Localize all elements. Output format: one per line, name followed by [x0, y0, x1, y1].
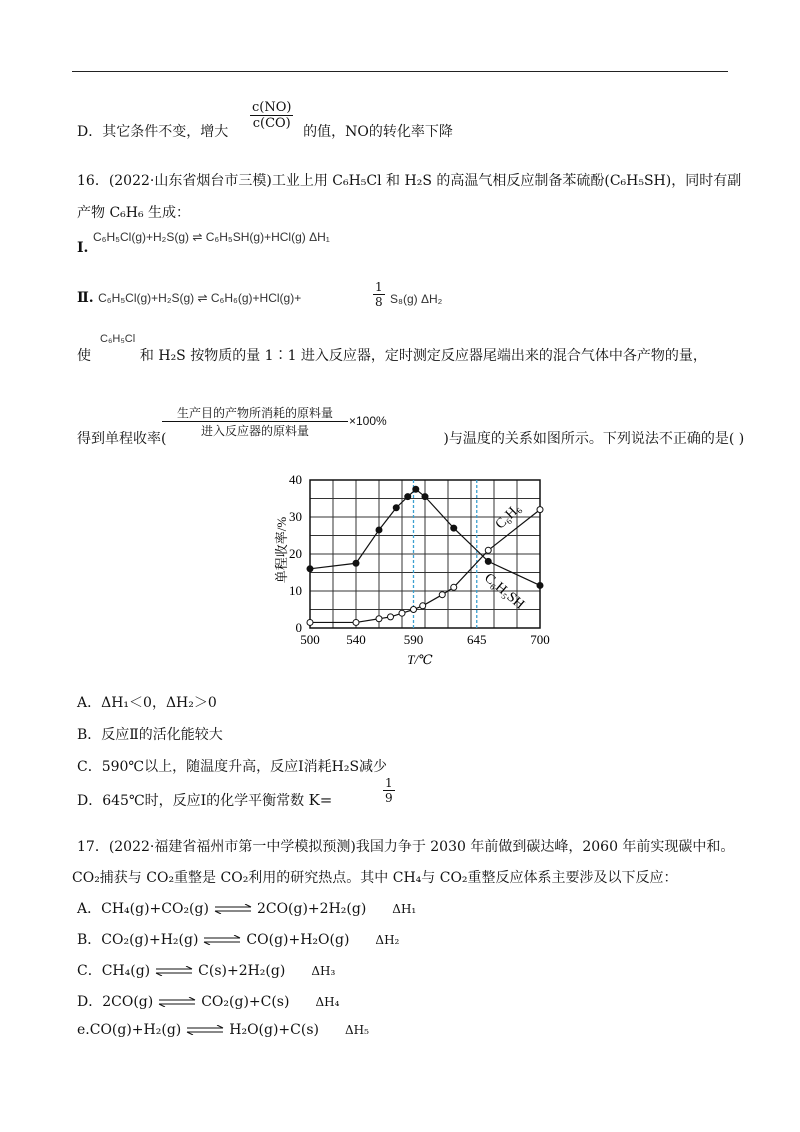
reaction-right: CO₂(g)+C(s) [201, 994, 290, 1010]
x-tick-label: 645 [467, 632, 487, 647]
series-label-c6h6: C₆H₆ [492, 501, 525, 533]
y-tick-label: 40 [289, 472, 302, 487]
q17-reaction [77, 929, 399, 949]
enthalpy-label: ΔH₂ [375, 933, 400, 947]
x-tick-label: 500 [300, 632, 320, 647]
reaction-left: C．CH₄(g) [77, 963, 151, 979]
reaction-2-left: C₆H₅Cl(g)+H₂S(g) ⇌ C₆H₆(g)+HCl(g)+ [98, 291, 302, 305]
q16-stem-line2: 产物 C₆H₆ 生成： [77, 205, 191, 221]
fraction-numerator: 生产目的产物所消耗的原料量 [162, 404, 348, 422]
yield-multiplier: ×100% [349, 414, 387, 428]
equilibrium-arrow-icon [185, 1025, 225, 1035]
fraction-denominator: 9 [385, 791, 393, 805]
series-label-c6h5sh: C₆H₅SH [481, 570, 527, 613]
q17-reaction [77, 960, 335, 980]
data-point-filled [353, 560, 359, 566]
data-point-open [451, 584, 457, 590]
top-rule [72, 71, 728, 72]
x-tick-label: 590 [403, 632, 424, 647]
data-point-open [307, 619, 313, 625]
data-point-filled [485, 558, 491, 564]
data-point-open [411, 607, 417, 613]
equilibrium-arrow-icon [154, 966, 194, 976]
data-point-filled [537, 582, 543, 588]
reaction-1-label: Ⅰ. [77, 240, 89, 256]
reaction-1-equation: C₆H₅Cl(g)+H₂S(g) ⇌ C₆H₅SH(g)+HCl(g) ΔH₁ [93, 230, 330, 244]
fraction-denominator: 8 [375, 295, 383, 309]
option-d-prefix: D．645℃时，反应Ⅰ的化学平衡常数 [77, 793, 305, 809]
enthalpy-label: ΔH₄ [315, 995, 340, 1009]
data-point-filled [422, 494, 428, 500]
q16-option-b: B．反应Ⅱ的活化能较大 [77, 727, 223, 743]
fraction-numerator: 1 [385, 776, 393, 790]
reaction-2-fraction [373, 280, 385, 309]
x-axis-label: T/℃ [407, 652, 433, 667]
q17-reaction [77, 991, 339, 1011]
data-point-filled [307, 566, 313, 572]
reaction-right: H₂O(g)+C(s) [229, 1022, 319, 1038]
q17-reaction [77, 898, 416, 918]
q16-reaction-2 [77, 290, 301, 306]
equilibrium-arrow-icon [202, 935, 242, 945]
yield-fraction [162, 404, 348, 439]
yield-suffix: )与温度的关系如图所示。下列说法不正确的是( ) [443, 431, 745, 447]
q17-reaction [77, 1022, 369, 1038]
option-d-k: K= [308, 791, 333, 809]
q15-option-d-suffix: 的值，NO的转化率下降 [303, 124, 453, 140]
fraction-denominator: 进入反应器的原料量 [200, 424, 309, 438]
y-tick-label: 30 [289, 509, 302, 524]
yield-vs-temperature-chart [270, 462, 570, 670]
data-point-filled [451, 525, 457, 531]
data-point-filled [393, 505, 399, 511]
feed-formula: C₆H₅Cl [100, 333, 136, 345]
q15-option-d-prefix: D．其它条件不变，增大 [77, 124, 229, 140]
data-point-open [439, 592, 445, 598]
reaction-left: e.CO(g)+H₂(g) [77, 1022, 182, 1038]
data-point-open [388, 614, 394, 620]
reaction-left: B．CO₂(g)+H₂(g) [77, 932, 199, 948]
feed-prefix: 使 [77, 348, 91, 364]
q16-reaction-1 [77, 240, 88, 256]
q16-option-c: C．590℃以上，随温度升高，反应Ⅰ消耗H₂S减少 [77, 759, 388, 775]
reaction-2-label: Ⅱ. [77, 290, 94, 306]
fraction-numerator: c(NO) [252, 100, 292, 115]
x-tick-label: 540 [346, 632, 366, 647]
q17-stem-line1: 17．(2022·福建省福州市第一中学模拟预测)我国力争于 2030 年前做到碳达峰，2060 年前实现碳中和。 [77, 839, 735, 855]
data-point-open [537, 507, 543, 513]
data-point-filled [405, 494, 411, 500]
fraction-denominator: c(CO) [252, 116, 291, 131]
yield-prefix: 得到单程收率( [77, 431, 167, 447]
q16-stem-line1: 16．(2022·山东省烟台市三模)工业上用 C₆H₅Cl 和 H₂S 的高温气相反应制备苯硫酚(C₆H₅SH)，同时有副 [77, 173, 742, 189]
q16-option-a: A．ΔH₁＜0，ΔH₂＞0 [77, 695, 217, 711]
y-tick-label: 0 [295, 620, 302, 635]
reaction-right: 2CO(g)+2H₂(g) [256, 901, 367, 917]
data-point-open [399, 610, 405, 616]
q16-option-d [77, 790, 332, 810]
reaction-2-right: S₈(g) ΔH₂ [390, 292, 443, 306]
enthalpy-label: ΔH₁ [392, 902, 417, 916]
equilibrium-arrow-icon [157, 997, 197, 1007]
enthalpy-label: ΔH₅ [345, 1023, 369, 1037]
data-point-open [420, 603, 426, 609]
data-point-filled [413, 486, 419, 492]
y-axis-label: 单程收率/% [274, 516, 289, 584]
data-point-filled [376, 527, 382, 533]
reaction-right: CO(g)+H₂O(g) [246, 932, 350, 948]
data-point-open [376, 616, 382, 622]
reaction-left: D．2CO(g) [77, 994, 154, 1010]
q17-stem-line2: CO₂捕获与 CO₂重整是 CO₂利用的研究热点。其中 CH₄与 CO₂重整反应体系主要涉及以下反应： [72, 870, 678, 886]
option-d-fraction [383, 776, 395, 805]
enthalpy-label: ΔH₃ [311, 964, 336, 978]
equilibrium-arrow-icon [213, 904, 253, 914]
y-tick-label: 10 [289, 583, 302, 598]
reaction-left: A．CH₄(g)+CO₂(g) [77, 901, 209, 917]
q16-feed-line [77, 345, 707, 365]
reaction-right: C(s)+2H₂(g) [198, 963, 286, 979]
data-point-open [485, 547, 491, 553]
feed-text: 和 H₂S 按物质的量 1∶1 进入反应器，定时测定反应器尾端出来的混合气体中各产物的量， [139, 348, 707, 364]
y-tick-label: 20 [289, 546, 302, 561]
x-tick-label: 700 [530, 632, 550, 647]
q15-fraction [250, 100, 293, 131]
fraction-numerator: 1 [375, 280, 383, 294]
data-point-open [353, 619, 359, 625]
